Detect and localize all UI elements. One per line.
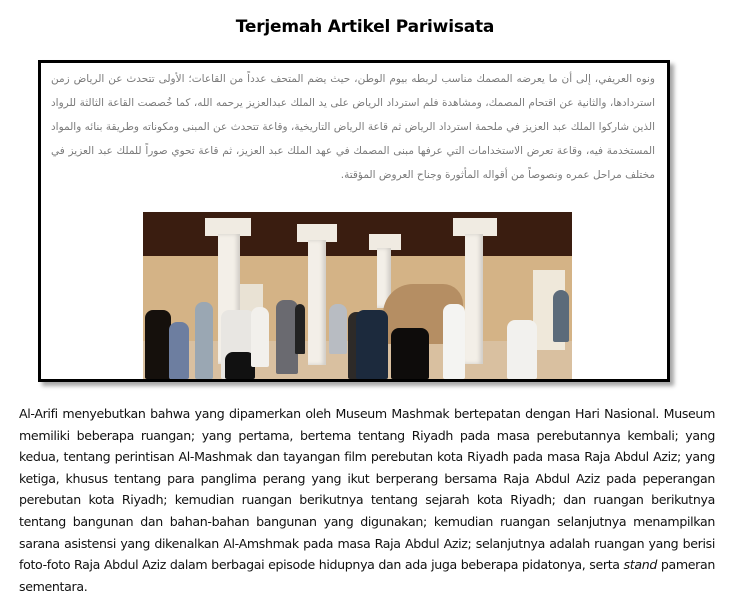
museum-photo (143, 212, 572, 379)
photo-visitor (145, 310, 171, 379)
photo-visitor (507, 320, 537, 379)
translation-text-end: pameran sementara. (19, 557, 715, 594)
photo-column (308, 240, 326, 365)
photo-column (465, 234, 483, 364)
arabic-source-paragraph: ونوه العريفي، إلى أن ما يعرضه المصمك مناسب لربطه بيوم الوطن، حيث يضم المتحف عدداً من القاعات؛ الأولى تتحدث عن الرياض زمن استردادها، والثانية عن اقتحام المصمك، ومشاهدة فلم استرداد الرياض على يد الملك عبدالعزيز يرحمه الله، كما خُصصت القاعة الثالثة للرواد الذين شاركوا الملك عبد العزيز في ملحمة استرداد الرياض ثم قاعة الرياض التاريخية، وقاعة تتحدث عن المبنى ومكوناته وطريقة بنائه والمواد المستخدمة فيه، وقاعة تعرض الاستخدامات التي عرفها مبنى المصمك في عهد الملك عبد العزيز، ثم قاعة تحوي صوراً للملك عبد العزيز في مختلف مراحل عمره ونصوصاً من أقواله المأثورة وجناح العروض المؤقتة. (51, 73, 655, 181)
photo-visitor (443, 304, 465, 379)
translation-italic-word: stand (623, 557, 657, 573)
photo-visitor (295, 304, 305, 354)
document-title: Terjemah Artikel Pariwisata (235, 17, 495, 37)
photo-visitor (251, 307, 269, 367)
indonesian-translation-paragraph (19, 403, 715, 597)
photo-visitor (329, 304, 347, 354)
photo-visitor (169, 322, 189, 379)
photo-visitor (195, 302, 213, 379)
source-screenshot-frame (38, 60, 670, 382)
photo-visitor (356, 310, 388, 379)
photo-visitor (391, 328, 429, 379)
translation-text: Al-Arifi menyebutkan bahwa yang dipamerkan oleh Museum Mashmak bertepatan dengan Hari Nasional. Museum memiliki beberapa ruangan; yang pertama, bertema tentang Riyadh pada masa perebutannya kembali; yang kedua, tentang perintisan Al-Mashmak dan tayangan film perebutan kota Riyadh pada masa Raja Abdul Aziz; yang ketiga, khusus tentang para panglima perang yang ikut berperang bersama Raja Abdul Aziz pada peperangan perebutan kota Riyadh; kemudian ruangan berikutnya tentang sejarah kota Riyadh; dan ruangan berikutnya tentang bangunan dan bahan-bahan bangunan yang digunakan; kemudian ruangan selanjutnya menampilkan sarana asistensi yang dikenalkan Al-Amshmak pada masa Raja Abdul Aziz; selanjutnya adalah ruangan yang berisi foto-foto Raja Abdul Aziz dalam berbagai episode hidupnya dan ada juga beberapa pidatonya, serta (19, 406, 715, 573)
photo-visitor (553, 290, 569, 342)
